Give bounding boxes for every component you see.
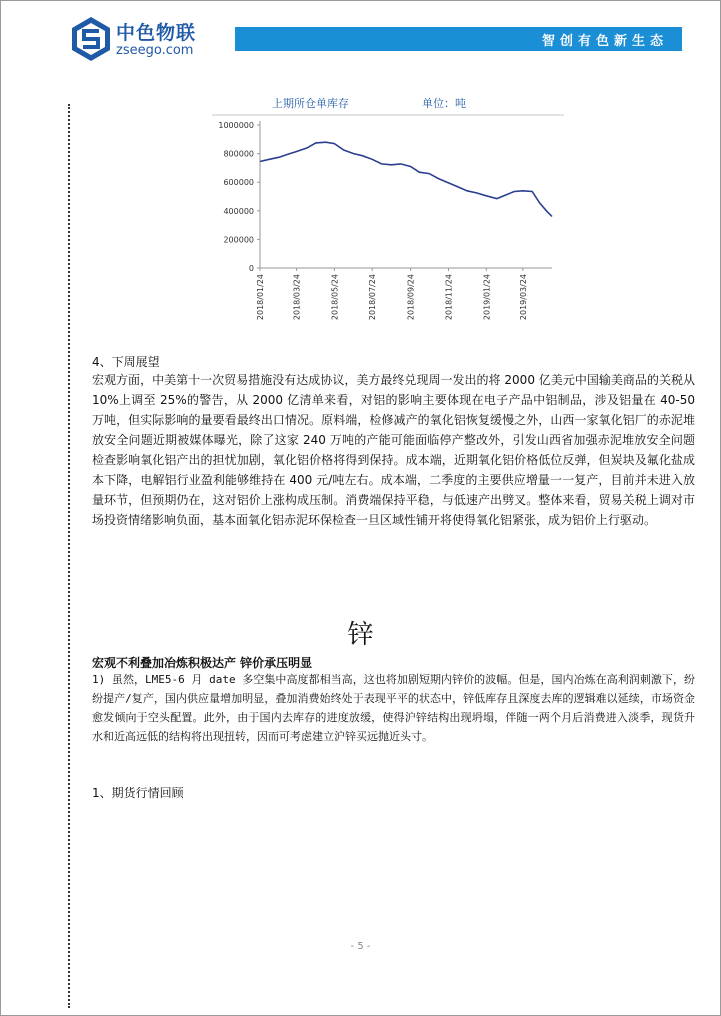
series-line-inventory [260,142,552,216]
y-tick-label: 0 [248,264,254,273]
header-bar [235,27,682,51]
inventory-chart [212,88,564,338]
logo-url: zseego.com [116,43,194,58]
company-logo [70,16,220,64]
futures-review-heading: 1、期货行情回顾 [92,786,184,800]
x-tick-label: 2018/01/24 [256,274,265,321]
x-tick-label: 2018/07/24 [368,274,378,321]
logo-name: 中色物联 [116,22,197,44]
y-tick-label: 400000 [223,206,254,216]
outlook-paragraph: 宏观方面，中美第十一次贸易措施没有达成协议，美方最终兑现周一发出的将 2000 亿美元中国输美商品的关税从 10%上调至 25%的警告，从 2000 亿清单来看，对铝的影响主要体现在电子产品中铝制品，涉及铝量在 40-50 万吨，但实际影响的量要看最终出口情况。原料端，检修减产的氧化铝恢复缓慢之外，山西一家氧化铝厂的赤泥堆放安全问题近期被媒体曝光，除了这家 240 万吨的产能可能面临停产整改外，引发山西省加强赤泥堆放安全问题检查影响氧化铝产出的担忧加剧，氧化铝价格将得到保持。成本端，近期氧化铝价格低位反弹，但炭块及氟化盐成本下降，电解铝行业盈利能够维持在 400 元/吨左右。成本端，二季度的主要供应增量一一复产，目前并未进入放量环节，但预期仍在，这对铝价上涨构成压制。消费端保持平稳，与低速产出劈叉。整体来看，贸易关税上调对市场投资情绪影响负面，基本面氧化铝赤泥环保检查一旦区域性铺开将使得氧化铝紧张，成为铝价上行驱动。 [92,373,695,527]
zinc-subtitle: 宏观不利叠加冶炼积极达产 锌价承压明显 [92,656,313,670]
margin-dotted-line [68,104,70,1008]
chart-title: 上期所仓单库存 [272,97,349,110]
y-tick-label: 600000 [223,178,254,188]
x-tick-label: 2019/03/24 [518,274,528,321]
y-tick-label: 800000 [223,149,254,159]
x-tick-label: 2018/09/24 [406,274,416,321]
x-tick-label: 2018/03/24 [292,274,302,321]
logo-hexagon-icon [70,16,112,62]
inventory-chart-svg [212,88,564,338]
zinc-section-title: 锌 [347,620,374,650]
x-tick-label: 2018/05/24 [330,274,340,321]
chart-unit: 单位：吨 [422,97,466,110]
y-tick-label: 1000000 [218,121,254,130]
outlook-heading: 4、下周展望 [92,355,160,369]
zinc-paragraph: 1) 虽然，LME5-6 月 date 多空集中高度都相当高，这也将加剧短期内锌价的波幅。但是，国内冶炼在高利润刺激下，纷纷提产/复产，国内供应量增加明显，叠加消费始终处于表现平平的状态中，锌低库存且深度去库的逻辑难以延续，市场资金愈发倾向于空头配置。此外，由于国内去库存的进度放缓，使得沪锌结构出现坍塌，伴随一两个月后消费进入淡季，现货升水和近高远低的结构将出现扭转，因而可考虑建立沪锌买远抛近头寸。 [92,673,695,743]
y-tick-label: 200000 [223,235,254,245]
x-tick-label: 2019/01/24 [482,274,492,321]
page-number: - 5 - [350,941,371,952]
header-slogan: 智创有色新生态 [541,34,668,49]
x-tick-label: 2018/11/24 [444,274,454,321]
